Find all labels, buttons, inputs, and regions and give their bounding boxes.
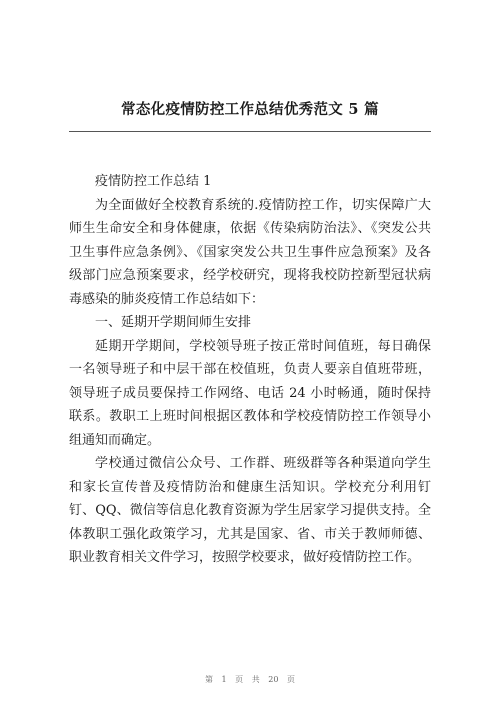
document-title: 常态化疫情防控工作总结优秀范文 5 篇 — [121, 101, 379, 118]
body-paragraph: 学校通过微信公众号、工作群、班级群等各种渠道向学生和家长宣传普及疫情防治和健康生活知识。学校充分利用钉钉、QQ、微信等信息化教育资源为学生居家学习提供支持。全体教职工强化政策学习，尤其是国家、省、市关于教师师德、职业教育相关文件学习，按照学校要求，做好疫情防控工作。 — [69, 456, 431, 565]
section-heading: 疫情防控工作总结 1 — [95, 174, 212, 189]
document-body — [69, 170, 431, 570]
body-paragraph: 为全面做好全校教育系统的.疫情防控工作，切实保障广大师生生命安全和身体健康，依据《传染病防治法》、《突发公共卫生事件应急条例》、《国家突发公共卫生事件应急预案》及各级部门应急预案要求，经学校研究，现将我校防控新型冠状病毒感染的肺炎疫情工作总结如下： — [69, 197, 431, 307]
body-paragraph: 延期开学期间，学校领导班子按正常时间值班，每日确保一名领导班子和中层干部在校值班，负责人要亲自值班带班，领导班子成员要保持工作网络、电话 24 小时畅通，随时保持联系。教职工上班时间根据区教体和学校疫情防控工作领导小组通知而确定。 — [69, 338, 431, 448]
title-divider — [69, 131, 431, 132]
page-number-footer: 第 1 页 共 20 页 — [205, 675, 295, 684]
section-subheading: 一、延期开学期间师生安排 — [95, 315, 252, 330]
